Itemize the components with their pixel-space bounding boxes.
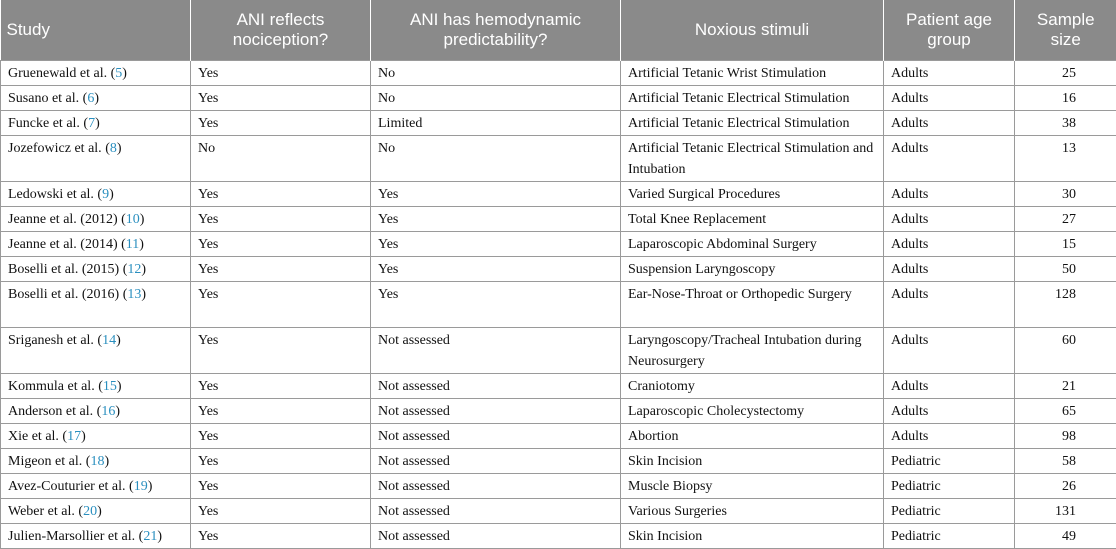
cell-sample-size: 26 bbox=[1015, 473, 1116, 498]
cell-study: Avez-Couturier et al. (19) bbox=[1, 473, 191, 498]
study-author: Julien-Marsollier et al. bbox=[8, 529, 135, 544]
table-row bbox=[1, 110, 1116, 135]
cell-hemodynamic: Not assessed bbox=[371, 473, 621, 498]
table-header bbox=[1, 0, 1116, 60]
cell-age-group: Adults bbox=[884, 281, 1015, 327]
cell-hemodynamic: Yes bbox=[371, 281, 621, 327]
cell-reflects: Yes bbox=[191, 373, 371, 398]
cell-stimuli: Ear-Nose-Throat or Orthopedic Surgery bbox=[621, 281, 884, 327]
cell-age-group: Adults bbox=[884, 327, 1015, 373]
cell-age-group: Adults bbox=[884, 373, 1015, 398]
cell-sample-size: 15 bbox=[1015, 231, 1116, 256]
reference-link[interactable]: 15 bbox=[103, 379, 117, 394]
cell-sample-size: 30 bbox=[1015, 181, 1116, 206]
cell-stimuli: Artificial Tetanic Electrical Stimulation bbox=[621, 85, 884, 110]
cell-hemodynamic: Not assessed bbox=[371, 373, 621, 398]
cell-study: Ledowski et al. (9) bbox=[1, 181, 191, 206]
cell-age-group: Adults bbox=[884, 60, 1015, 85]
table-row bbox=[1, 498, 1116, 523]
table-row bbox=[1, 448, 1116, 473]
cell-stimuli: Laryngoscopy/Tracheal Intubation during Neurosurgery bbox=[621, 327, 884, 373]
cell-sample-size: 16 bbox=[1015, 85, 1116, 110]
cell-stimuli: Craniotomy bbox=[621, 373, 884, 398]
cell-hemodynamic: Yes bbox=[371, 256, 621, 281]
cell-study: Susano et al. (6) bbox=[1, 85, 191, 110]
cell-age-group: Pediatric bbox=[884, 448, 1015, 473]
study-author: Jeanne et al. (2014) bbox=[8, 237, 118, 252]
table-row bbox=[1, 473, 1116, 498]
cell-reflects: Yes bbox=[191, 231, 371, 256]
study-author: Migeon et al. bbox=[8, 454, 82, 469]
cell-study: Funcke et al. (7) bbox=[1, 110, 191, 135]
cell-age-group: Pediatric bbox=[884, 523, 1015, 548]
cell-reflects: Yes bbox=[191, 281, 371, 327]
header-reflects-nociception: ANI reflects nociception? bbox=[191, 0, 371, 60]
cell-hemodynamic: No bbox=[371, 85, 621, 110]
reference-link[interactable]: 16 bbox=[101, 404, 115, 419]
reference-link[interactable]: 10 bbox=[126, 212, 140, 227]
cell-sample-size: 128 bbox=[1015, 281, 1116, 327]
table-row bbox=[1, 231, 1116, 256]
cell-study: Julien-Marsollier et al. (21) bbox=[1, 523, 191, 548]
table-body bbox=[1, 60, 1116, 548]
cell-study: Gruenewald et al. (5) bbox=[1, 60, 191, 85]
cell-sample-size: 38 bbox=[1015, 110, 1116, 135]
table-row bbox=[1, 256, 1116, 281]
study-author: Funcke et al. bbox=[8, 116, 80, 131]
cell-hemodynamic: Not assessed bbox=[371, 498, 621, 523]
cell-age-group: Pediatric bbox=[884, 473, 1015, 498]
cell-sample-size: 21 bbox=[1015, 373, 1116, 398]
cell-sample-size: 131 bbox=[1015, 498, 1116, 523]
cell-hemodynamic: Yes bbox=[371, 206, 621, 231]
cell-sample-size: 60 bbox=[1015, 327, 1116, 373]
header-patient-age-group: Patient age group bbox=[884, 0, 1015, 60]
reference-link[interactable]: 7 bbox=[88, 116, 95, 131]
cell-hemodynamic: Not assessed bbox=[371, 327, 621, 373]
cell-stimuli: Various Surgeries bbox=[621, 498, 884, 523]
cell-hemodynamic: Yes bbox=[371, 181, 621, 206]
reference-link[interactable]: 5 bbox=[115, 66, 122, 81]
cell-stimuli: Muscle Biopsy bbox=[621, 473, 884, 498]
study-author: Ledowski et al. bbox=[8, 187, 94, 202]
table-row bbox=[1, 60, 1116, 85]
cell-hemodynamic: Not assessed bbox=[371, 423, 621, 448]
table-row bbox=[1, 281, 1116, 327]
table-row bbox=[1, 398, 1116, 423]
reference-link[interactable]: 17 bbox=[67, 429, 81, 444]
study-author: Gruenewald et al. bbox=[8, 66, 107, 81]
cell-sample-size: 13 bbox=[1015, 135, 1116, 181]
cell-stimuli: Laparoscopic Abdominal Surgery bbox=[621, 231, 884, 256]
reference-link[interactable]: 20 bbox=[83, 504, 97, 519]
cell-study: Sriganesh et al. (14) bbox=[1, 327, 191, 373]
cell-stimuli: Suspension Laryngoscopy bbox=[621, 256, 884, 281]
table-row bbox=[1, 206, 1116, 231]
cell-reflects: Yes bbox=[191, 448, 371, 473]
cell-study: Jozefowicz et al. (8) bbox=[1, 135, 191, 181]
cell-study: Jeanne et al. (2012) (10) bbox=[1, 206, 191, 231]
table-row bbox=[1, 523, 1116, 548]
cell-stimuli: Artificial Tetanic Wrist Stimulation bbox=[621, 60, 884, 85]
study-author: Jozefowicz et al. bbox=[8, 141, 102, 156]
cell-age-group: Adults bbox=[884, 256, 1015, 281]
reference-link[interactable]: 8 bbox=[110, 141, 117, 156]
study-author: Susano et al. bbox=[8, 91, 79, 106]
header-sample-size: Sample size bbox=[1015, 0, 1116, 60]
table-row bbox=[1, 423, 1116, 448]
study-author: Boselli et al. (2015) bbox=[8, 262, 119, 277]
cell-stimuli: Artificial Tetanic Electrical Stimulation bbox=[621, 110, 884, 135]
reference-link[interactable]: 12 bbox=[127, 262, 141, 277]
cell-reflects: Yes bbox=[191, 256, 371, 281]
cell-stimuli: Artificial Tetanic Electrical Stimulation and Intubation bbox=[621, 135, 884, 181]
table-row bbox=[1, 181, 1116, 206]
cell-study: Migeon et al. (18) bbox=[1, 448, 191, 473]
table-row bbox=[1, 135, 1116, 181]
cell-age-group: Adults bbox=[884, 110, 1015, 135]
cell-sample-size: 27 bbox=[1015, 206, 1116, 231]
cell-reflects: Yes bbox=[191, 60, 371, 85]
cell-age-group: Adults bbox=[884, 85, 1015, 110]
cell-study: Kommula et al. (15) bbox=[1, 373, 191, 398]
cell-reflects: Yes bbox=[191, 523, 371, 548]
cell-age-group: Adults bbox=[884, 181, 1015, 206]
cell-age-group: Adults bbox=[884, 423, 1015, 448]
cell-age-group: Adults bbox=[884, 231, 1015, 256]
cell-stimuli: Varied Surgical Procedures bbox=[621, 181, 884, 206]
study-author: Jeanne et al. (2012) bbox=[8, 212, 118, 227]
study-author: Xie et al. bbox=[8, 429, 59, 444]
cell-reflects: Yes bbox=[191, 423, 371, 448]
cell-sample-size: 50 bbox=[1015, 256, 1116, 281]
table-row bbox=[1, 85, 1116, 110]
study-author: Sriganesh et al. bbox=[8, 333, 94, 348]
cell-stimuli: Laparoscopic Cholecystectomy bbox=[621, 398, 884, 423]
cell-reflects: Yes bbox=[191, 498, 371, 523]
cell-sample-size: 58 bbox=[1015, 448, 1116, 473]
cell-reflects: Yes bbox=[191, 206, 371, 231]
cell-study: Boselli et al. (2015) (12) bbox=[1, 256, 191, 281]
cell-hemodynamic: Limited bbox=[371, 110, 621, 135]
study-author: Weber et al. bbox=[8, 504, 75, 519]
cell-age-group: Adults bbox=[884, 135, 1015, 181]
cell-age-group: Pediatric bbox=[884, 498, 1015, 523]
reference-link[interactable]: 6 bbox=[87, 91, 94, 106]
reference-link[interactable]: 21 bbox=[143, 529, 157, 544]
cell-age-group: Adults bbox=[884, 398, 1015, 423]
table-row bbox=[1, 373, 1116, 398]
header-hemodynamic-predictability: ANI has hemodynamic predictability? bbox=[371, 0, 621, 60]
reference-link[interactable]: 13 bbox=[127, 287, 141, 302]
cell-study: Weber et al. (20) bbox=[1, 498, 191, 523]
cell-stimuli: Total Knee Replacement bbox=[621, 206, 884, 231]
cell-reflects: Yes bbox=[191, 110, 371, 135]
cell-study: Jeanne et al. (2014) (11) bbox=[1, 231, 191, 256]
cell-sample-size: 25 bbox=[1015, 60, 1116, 85]
cell-reflects: No bbox=[191, 135, 371, 181]
cell-hemodynamic: Not assessed bbox=[371, 523, 621, 548]
cell-hemodynamic: Yes bbox=[371, 231, 621, 256]
cell-age-group: Adults bbox=[884, 206, 1015, 231]
cell-hemodynamic: No bbox=[371, 135, 621, 181]
cell-sample-size: 98 bbox=[1015, 423, 1116, 448]
reference-link[interactable]: 11 bbox=[126, 237, 139, 252]
header-study: Study bbox=[1, 0, 191, 60]
cell-reflects: Yes bbox=[191, 473, 371, 498]
cell-reflects: Yes bbox=[191, 181, 371, 206]
header-noxious-stimuli: Noxious stimuli bbox=[621, 0, 884, 60]
study-author: Anderson et al. bbox=[8, 404, 93, 419]
cell-hemodynamic: Not assessed bbox=[371, 448, 621, 473]
cell-study: Anderson et al. (16) bbox=[1, 398, 191, 423]
cell-reflects: Yes bbox=[191, 85, 371, 110]
cell-stimuli: Skin Incision bbox=[621, 448, 884, 473]
cell-sample-size: 65 bbox=[1015, 398, 1116, 423]
cell-study: Boselli et al. (2016) (13) bbox=[1, 281, 191, 327]
cell-sample-size: 49 bbox=[1015, 523, 1116, 548]
cell-hemodynamic: No bbox=[371, 60, 621, 85]
cell-hemodynamic: Not assessed bbox=[371, 398, 621, 423]
cell-reflects: Yes bbox=[191, 398, 371, 423]
reference-link[interactable]: 14 bbox=[102, 333, 116, 348]
reference-link[interactable]: 18 bbox=[90, 454, 104, 469]
cell-stimuli: Abortion bbox=[621, 423, 884, 448]
cell-reflects: Yes bbox=[191, 327, 371, 373]
study-author: Avez-Couturier et al. bbox=[8, 479, 126, 494]
cell-stimuli: Skin Incision bbox=[621, 523, 884, 548]
reference-link[interactable]: 19 bbox=[134, 479, 148, 494]
reference-link[interactable]: 9 bbox=[102, 187, 109, 202]
table-row bbox=[1, 327, 1116, 373]
study-author: Boselli et al. (2016) bbox=[8, 287, 119, 302]
study-author: Kommula et al. bbox=[8, 379, 95, 394]
cell-study: Xie et al. (17) bbox=[1, 423, 191, 448]
